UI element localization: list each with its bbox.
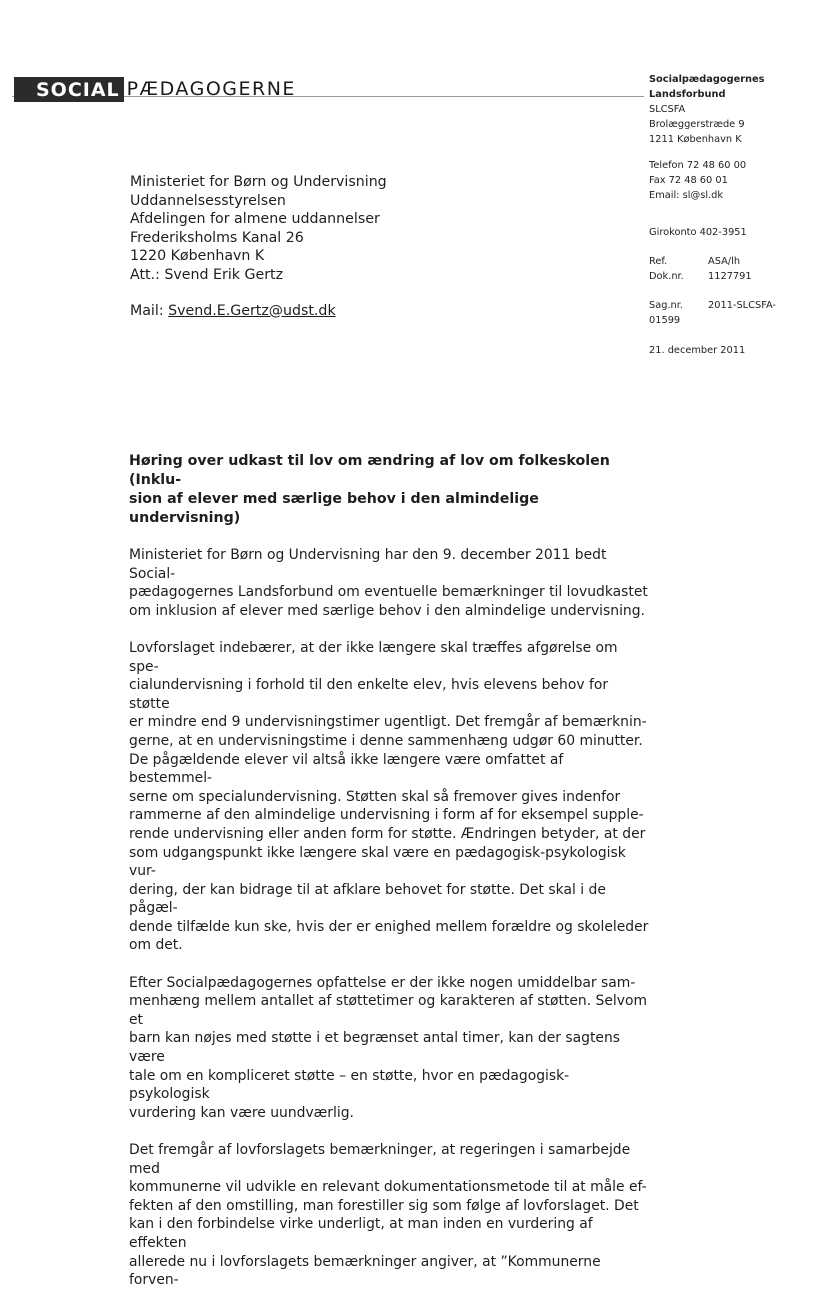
ref-value: ASA/lh (708, 256, 741, 267)
text-line: pædagogernes Landsforbund om eventuelle bemærkninger til lovudkastet (129, 584, 648, 601)
text-line: Efter Socialpædagogernes opfattelse er der ikke nogen umiddelbar sam- (129, 974, 636, 991)
dok-row (649, 269, 819, 284)
logo-paedagogerne-text: PÆDAGOGERNE (126, 78, 296, 100)
recipient-line: Ministeriet for Børn og Undervisning (130, 174, 387, 190)
organization-logo (14, 76, 296, 102)
text-line: gerne, at en undervisningstime i denne sammenhæng udgør 60 minutter. (129, 732, 643, 749)
sender-org-name: Socialpædagogernes (649, 74, 765, 85)
recipient-line: Att.: Svend Erik Gertz (130, 266, 284, 283)
text-line: rammerne af den almindelige undervisning i form af for eksempel supple- (129, 807, 644, 824)
text-line: Lovforslaget indebærer, at der ikke længere skal træffes afgørelse om spe- (129, 639, 618, 675)
text-line: som udgangspunkt ikke længere skal være en pædagogisk-psykologisk vur- (129, 844, 626, 880)
sender-abbreviation: SLCSFA (649, 104, 686, 115)
letter-body (129, 452, 649, 1308)
sag-row (649, 298, 819, 313)
sender-fax: Fax 72 48 60 01 (649, 175, 728, 186)
recipient-line: Frederiksholms Kanal 26 (130, 229, 304, 246)
text-line: barn kan nøjes med støtte i et begrænset antal timer, kan der sagtens være (129, 1030, 621, 1066)
sender-city: 1211 København K (649, 134, 742, 145)
body-paragraph (129, 639, 649, 955)
text-line: menhæng mellem antallet af støttetimer og karakteren af støtten. Selvom et (129, 993, 648, 1028)
sag-value: 2011-SLCSFA- (708, 300, 776, 311)
heading-line: sion af elever med særlige behov i den almindelige undervisning) (129, 491, 539, 526)
dok-value: 1127791 (708, 271, 752, 282)
text-line: vurdering kan være uundværlig. (129, 1104, 354, 1121)
mail-link[interactable]: Svend.E.Gertz@udst.dk (168, 302, 336, 319)
recipient-mail (130, 302, 387, 321)
ref-label: Ref. (649, 256, 668, 267)
logo-social-block: SOCIAL (14, 77, 124, 102)
text-line: kommunerne vil udvikle en relevant dokumentationsmetode til at måle ef- (129, 1179, 647, 1196)
text-line: dering, der kan bidrage til at afklare behovet for støtte. Det skal i de pågæl- (129, 881, 606, 917)
sender-phone: Telefon 72 48 60 00 (649, 160, 747, 171)
recipient-line: Afdelingen for almene uddannelser (130, 211, 380, 228)
text-line: allerede nu i lovforslagets bemærkninger angiver, at ”Kommunerne forven- (129, 1253, 601, 1289)
text-line: om inklusion af elever med særlige behov i den almindelige undervisning. (129, 602, 645, 619)
letter-heading (129, 452, 649, 528)
letter-date: 21. december 2011 (649, 345, 746, 356)
sag-label: Sag.nr. (649, 300, 684, 311)
text-line: fekten af den omstilling, man forestiller sig som følge af lovforslaget. Det (129, 1197, 639, 1214)
ref-row (649, 254, 819, 269)
recipient-line: 1220 København K (130, 248, 265, 265)
text-line: serne om specialundervisning. Støtten skal så fremover gives indenfor (129, 788, 621, 805)
text-line: Det fremgår af lovforslagets bemærkninger, at regeringen i samarbejde med (129, 1142, 631, 1177)
text-line: De pågældende elever vil altså ikke længere være omfattet af bestemmel- (129, 751, 564, 787)
reference-block (649, 254, 819, 284)
sender-email: Email: sl@sl.dk (649, 190, 724, 201)
mail-label: Mail: (130, 302, 169, 319)
text-line: kan i den forbindelse virke underligt, at man inden en vurdering af effekten (129, 1216, 593, 1251)
text-line: om det. (129, 937, 183, 954)
sender-address-block (649, 72, 819, 147)
recipient-address (130, 173, 387, 320)
sender-street: Brolæggerstræde 9 (649, 119, 745, 130)
text-line: tale om en kompliceret støtte – en støtte, hvor en pædagogisk-psykologisk (129, 1067, 570, 1103)
body-paragraph (129, 974, 649, 1123)
case-block (649, 298, 819, 328)
text-line: cialundervisning i forhold til den enkelte elev, hvis elevens behov for støtte (129, 677, 609, 712)
sender-giro: Girokonto 402-3951 (649, 227, 747, 238)
dok-label: Dok.nr. (649, 271, 684, 282)
sender-contact-block (649, 158, 819, 203)
recipient-line: Uddannelsesstyrelsen (130, 192, 286, 209)
body-paragraph (129, 546, 649, 620)
sag-value-continued: 01599 (649, 315, 681, 326)
heading-line: Høring over udkast til lov om ændring af lov om folkeskolen (Inklu- (129, 453, 610, 488)
text-line: er mindre end 9 undervisningstimer ugentligt. Det fremgår af bemærknin- (129, 714, 647, 731)
text-line: rende undervisning eller anden form for støtte. Ændringen betyder, at der (129, 825, 646, 842)
sender-info-column (649, 72, 819, 369)
sender-org-name-line2: Landsforbund (649, 89, 726, 100)
date-block (649, 343, 819, 358)
sender-giro-block (649, 225, 819, 240)
text-line: Ministeriet for Børn og Undervisning har den 9. december 2011 bedt Social- (129, 547, 607, 582)
text-line: dende tilfælde kun ske, hvis der er enighed mellem forældre og skoleleder (129, 918, 649, 935)
body-paragraph (129, 1141, 649, 1290)
